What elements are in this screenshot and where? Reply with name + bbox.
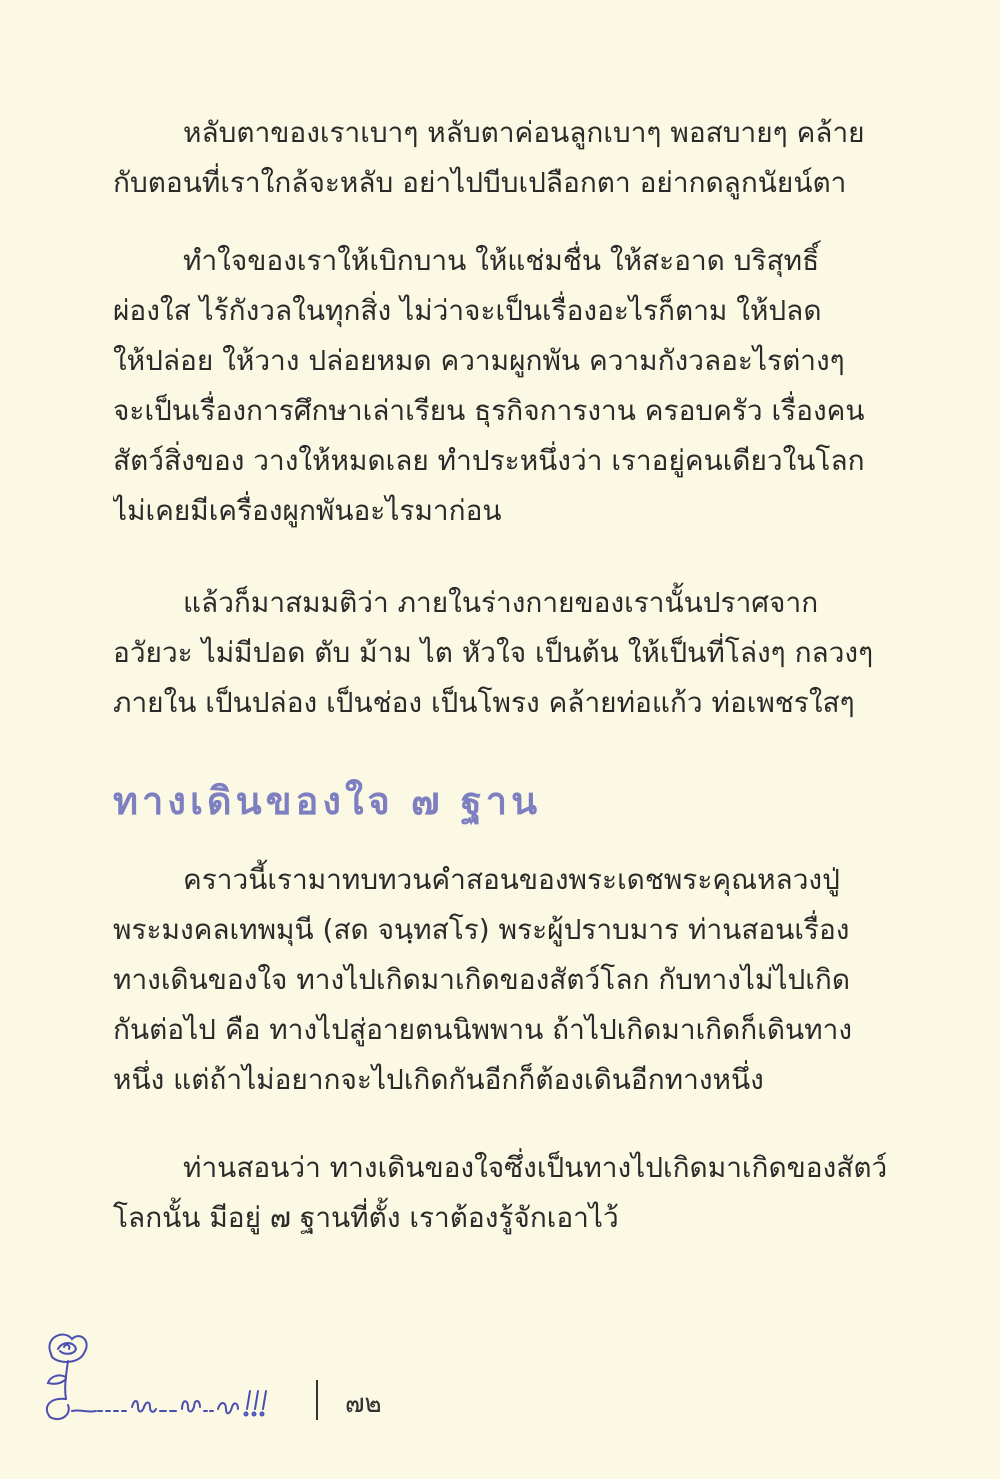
text-line: ทำใจของเราให้เบิกบาน ให้แช่มชื่น ให้สะอาด บริสุทธิ์ — [183, 244, 820, 277]
text-line: จะเป็นเรื่องการศึกษาเล่าเรียน ธุรกิจการงาน ครอบครัว เรื่องคน — [113, 394, 865, 427]
footer-divider — [316, 1380, 318, 1420]
rose-signature-icon — [36, 1325, 296, 1435]
text-line: ท่านสอนว่า ทางเดินของใจซึ่งเป็นทางไปเกิดมาเกิดของสัตว์ — [183, 1151, 888, 1184]
text-line: ภายใน เป็นปล่อง เป็นช่อง เป็นโพรง คล้ายท่อแก้ว ท่อเพชรใสๆ — [113, 686, 855, 719]
paragraph-4 — [113, 855, 888, 1105]
text-line: ให้ปล่อย ให้วาง ปล่อยหมด ความผูกพัน ความกังวลอะไรต่างๆ — [113, 344, 845, 377]
text-line: กันต่อไป คือ ทางไปสู่อายตนนิพพาน ถ้าไปเกิดมาเกิดก็เดินทาง — [113, 1013, 853, 1046]
text-line: หนึ่ง แต่ถ้าไม่อยากจะไปเกิดกันอีกก็ต้องเดินอีกทางหนึ่ง — [113, 1063, 764, 1096]
handwritten-signature — [36, 1325, 296, 1435]
text-line: กับตอนที่เราใกล้จะหลับ อย่าไปบีบเปลือกตา อย่ากดลูกนัยน์ตา — [113, 166, 847, 199]
text-line: พระมงคลเทพมุนี (สด จนฺทสโร) พระผู้ปราบมาร ท่านสอนเรื่อง — [113, 913, 850, 946]
paragraph-2 — [113, 236, 888, 536]
paragraph-1 — [113, 108, 888, 208]
section-heading: ทางเดินของใจ ๗ ฐาน — [113, 778, 542, 823]
text-line: ทางเดินของใจ ทางไปเกิดมาเกิดของสัตว์โลก กับทางไม่ไปเกิด — [113, 963, 851, 996]
page-number: ๗๒ — [345, 1389, 382, 1419]
text-line: ไม่เคยมีเครื่องผูกพันอะไรมาก่อน — [113, 494, 502, 527]
text-line: โลกนั้น มีอยู่ ๗ ฐานที่ตั้ง เราต้องรู้จักเอาไว้ — [113, 1201, 619, 1234]
paragraph-5 — [113, 1143, 888, 1243]
text-line: แล้วก็มาสมมติว่า ภายในร่างกายของเรานั้นปราศจาก — [183, 586, 819, 619]
text-line: อวัยวะ ไม่มีปอด ตับ ม้าม ไต หัวใจ เป็นต้น ให้เป็นที่โล่งๆ กลวงๆ — [113, 636, 874, 669]
text-line: สัตว์สิ่งของ วางให้หมดเลย ทำประหนึ่งว่า เราอยู่คนเดียวในโลก — [113, 444, 865, 477]
text-line: หลับตาของเราเบาๆ หลับตาค่อนลูกเบาๆ พอสบายๆ คล้าย — [183, 116, 865, 149]
text-line: ผ่องใส ไร้กังวลในทุกสิ่ง ไม่ว่าจะเป็นเรื่องอะไรก็ตาม ให้ปลด — [113, 294, 822, 327]
paragraph-3 — [113, 578, 888, 728]
text-line: คราวนี้เรามาทบทวนคำสอนของพระเดชพระคุณหลวงปู่ — [183, 863, 840, 896]
